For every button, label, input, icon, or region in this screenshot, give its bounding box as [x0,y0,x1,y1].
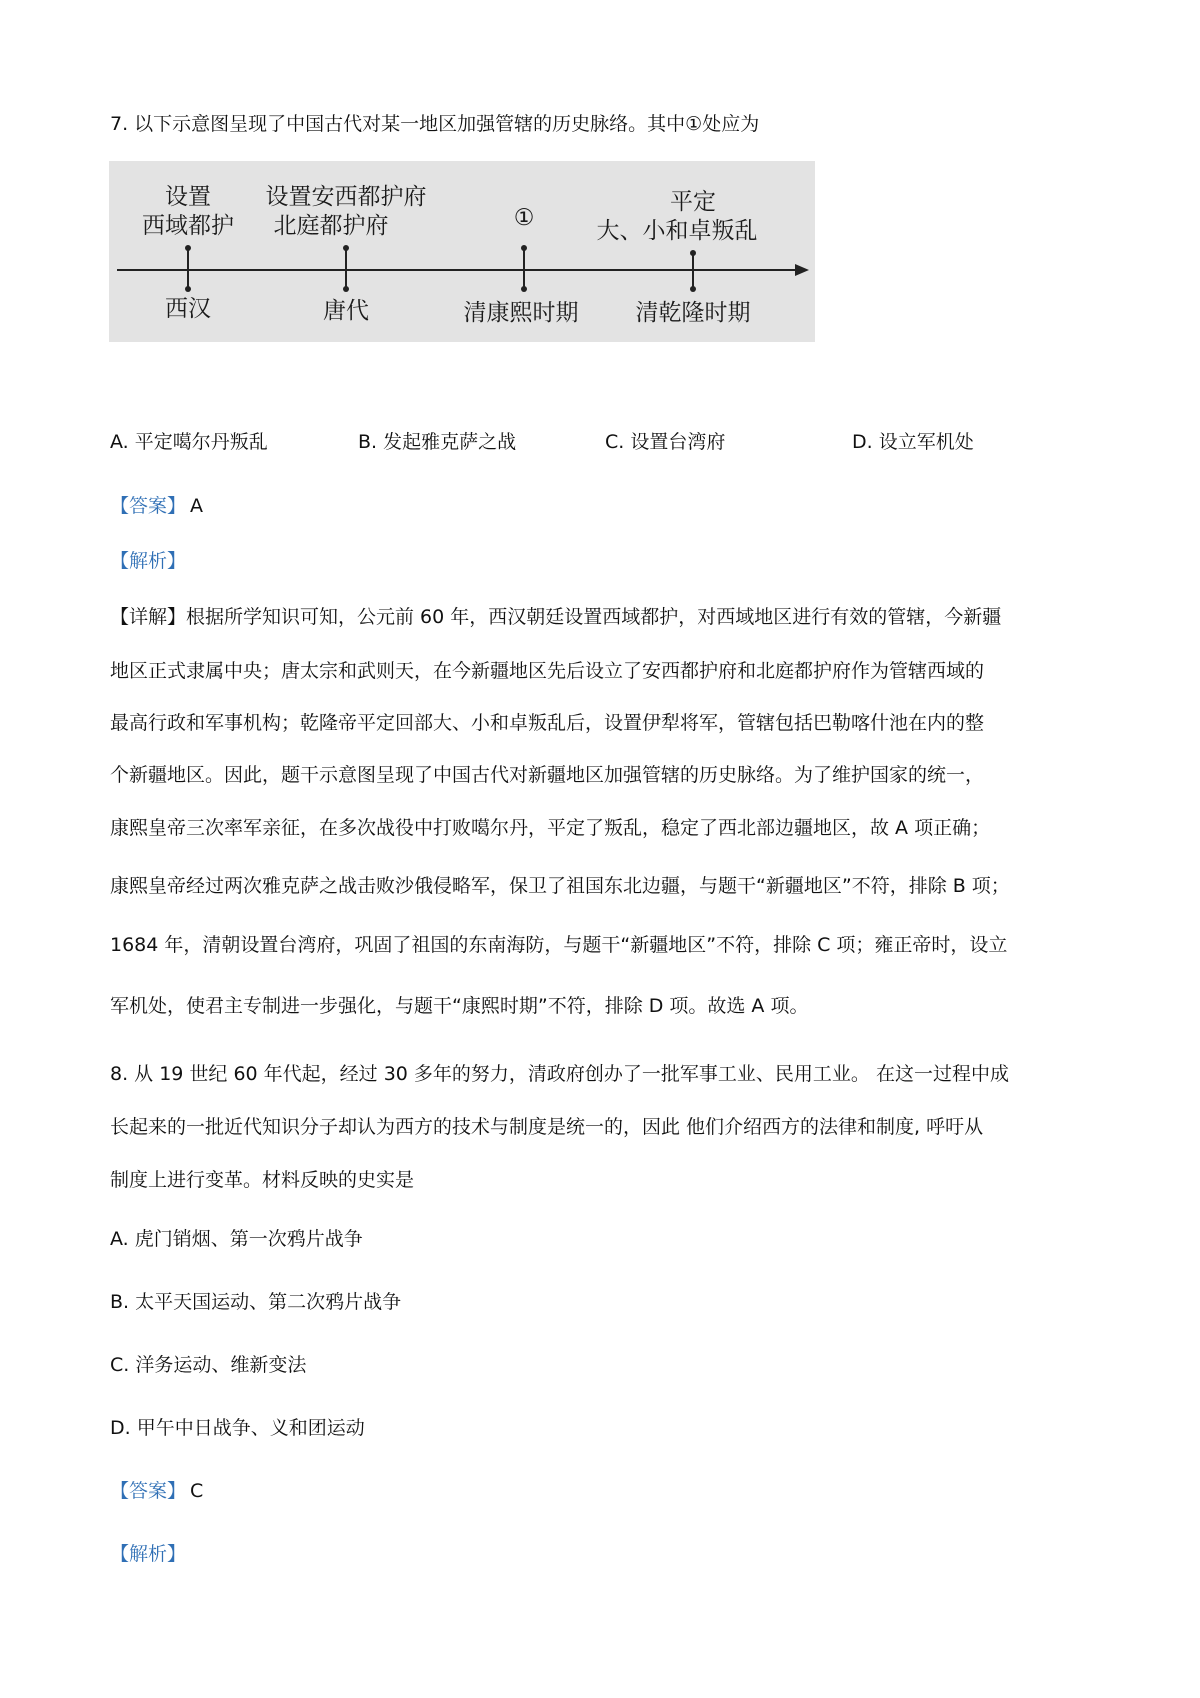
q7-detail-line-1: 【详解】根据所学知识可知，公元前 60 年，西汉朝廷设置西域都护，对西域地区进行有效的管辖，今新疆 [110,606,1002,628]
event-2-dot-bottom [343,286,349,292]
q7-option-d: D. 设立军机处 [852,431,974,453]
timeline-figure [109,161,815,342]
q8-answer [110,1477,203,1505]
timeline-arrow [795,264,809,276]
event-4-period: 清乾隆时期 [635,300,751,326]
q8-answer-value: C [190,1480,204,1502]
q7-analysis-label: 【解析】 [110,550,187,572]
q7-detail-line-2: 地区正式隶属中央；唐太宗和武则天，在今新疆地区先后设立了安西都护府和北庭都护府作为管辖西域的 [110,660,985,682]
q8-stem-line-2: 长起来的一批近代知识分子却认为西方的技术与制度是统一的，因此 他们介绍西方的法律和制度, 呼吁从 [110,1116,984,1138]
q8-option-a: A. 虎门销烟、第一次鸦片战争 [110,1228,363,1250]
timeline-svg [109,161,815,342]
q7-answer-value: A [190,495,204,517]
q7-answer-label: 【答案】 [110,495,187,517]
event-1-period: 西汉 [165,296,211,322]
event-2-label-1: 设置安西都护府 [265,184,427,210]
event-4-label-1: 平定 [670,189,716,215]
event-4-dot-top [690,250,696,256]
event-4-dot-bottom [690,286,696,292]
q7-detail-line-6: 康熙皇帝经过两次雅克萨之战击败沙俄侵略军，保卫了祖国东北边疆，与题干“新疆地区”不符，排除 B 项； [110,875,1010,897]
q7-stem: 7. 以下示意图呈现了中国古代对某一地区加强管辖的历史脉络。其中①处应为 [110,113,760,135]
event-4-label-2: 大、小和卓叛乱 [596,218,758,244]
event-2-dot-top [343,245,349,251]
q8-analysis-label: 【解析】 [110,1543,187,1565]
q7-detail-line-3: 最高行政和军事机构；乾隆帝平定回部大、小和卓叛乱后，设置伊犁将军，管辖包括巴勒喀什池在内的整 [110,712,985,734]
q7-answer [110,492,203,520]
q8-answer-label: 【答案】 [110,1480,187,1502]
q8-option-b: B. 太平天国运动、第二次鸦片战争 [110,1291,402,1313]
event-3-label-1: ① [513,205,535,231]
event-3-dot-top [521,245,527,251]
event-2-period: 唐代 [323,298,369,324]
q7-option-b: B. 发起雅克萨之战 [358,431,517,453]
event-3-period: 清康熙时期 [463,300,579,326]
q7-detail-line-7: 1684 年，清朝设置台湾府，巩固了祖国的东南海防，与题干“新疆地区”不符，排除 C 项；雍正帝时，设立 [110,934,1008,956]
q8-option-d: D. 甲午中日战争、义和团运动 [110,1417,365,1439]
q7-detail-line-4: 个新疆地区。因此，题干示意图呈现了中国古代对新疆地区加强管辖的历史脉络。为了维护国家的统一， [110,764,985,786]
event-1-dot-top [185,245,191,251]
q7-option-c: C. 设置台湾府 [605,431,726,453]
event-1-dot-bottom [185,286,191,292]
q8-stem-line-3: 制度上进行变革。材料反映的史实是 [110,1169,415,1191]
q8-option-c: C. 洋务运动、维新变法 [110,1354,307,1376]
event-1-label-2: 西域都护 [142,213,234,239]
q7-option-a: A. 平定噶尔丹叛乱 [110,431,268,453]
event-3-dot-bottom [521,286,527,292]
event-2-label-2: 北庭都护府 [273,213,389,239]
event-1-label-1: 设置 [165,184,211,210]
q7-detail-line-8: 军机处，使君主专制进一步强化，与题干“康熙时期”不符，排除 D 项。故选 A 项。 [110,995,809,1017]
q8-stem-line-1: 8. 从 19 世纪 60 年代起，经过 30 多年的努力，清政府创办了一批军事工业、民用工业。 在这一过程中成 [110,1063,1009,1085]
q7-detail-line-5: 康熙皇帝三次率军亲征，在多次战役中打败噶尔丹，平定了叛乱，稳定了西北部边疆地区，故 A 项正确； [110,817,991,839]
